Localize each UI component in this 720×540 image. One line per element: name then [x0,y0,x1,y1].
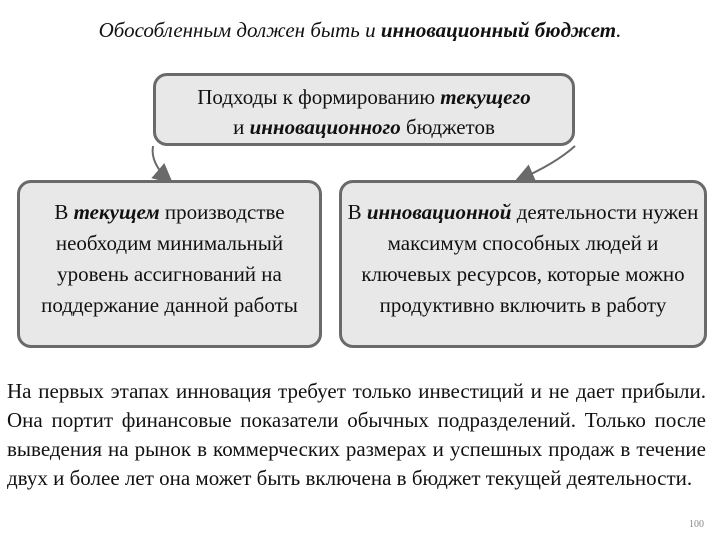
innovation-budget-box [339,180,707,348]
explanation-paragraph: На первых этапах инновация требует только инвестиций и не дает прибыли. Она портит финансовые показатели обычных подразделений. Только после выведения на рынок в коммерческих размерах и успешных продаж в течение двух и более лет она может быть включена в бюджет текущей деятельности. [7,379,706,490]
right-text: деятельности нужен максимум способных людей и ключевых ресурсов, которые можно продуктивно включить в работу [361,200,699,317]
left-text: производстве необходим минимальный уровень ассигнований на поддержание данной работы [41,200,298,317]
arrow-left [153,146,170,181]
right-pre: В [347,200,367,224]
top-line1-text: Подходы к формированию [197,85,441,109]
top-line2-end: бюджетов [400,115,495,139]
title-text: Обособленным должен быть и [98,18,381,42]
right-emphasis: инновационной [366,200,512,224]
top-line1-emphasis: текущего [440,85,531,109]
left-emphasis: текущем [73,200,160,224]
top-line2-emphasis: инновационного [249,115,401,139]
current-budget-box [17,180,322,348]
approaches-box [153,73,575,146]
left-pre: В [54,200,74,224]
page-number: 100 [689,519,704,530]
top-line2-text: и [233,115,250,139]
title-emphasis: инновационный бюджет [380,18,617,42]
title-end: . [616,18,622,42]
arrow-right [518,146,575,180]
